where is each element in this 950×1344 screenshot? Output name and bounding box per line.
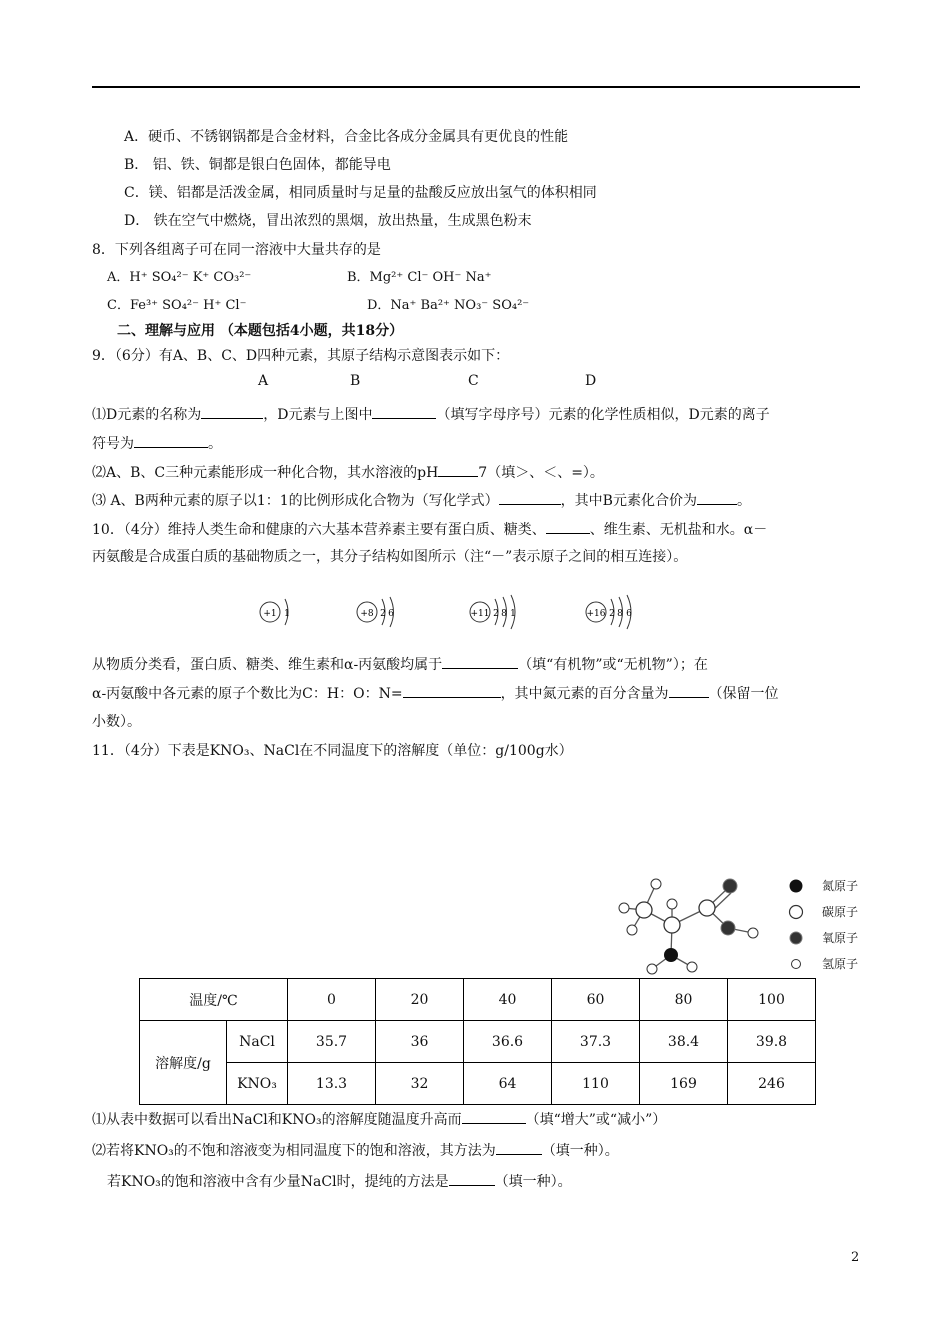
hydrogen-atom bbox=[627, 925, 637, 935]
value-cell: 32 bbox=[376, 1063, 464, 1105]
temp-cell: 0 bbox=[288, 979, 376, 1021]
solubility-header: 溶解度/g bbox=[140, 1021, 227, 1105]
q11-p1-text-b: （填“增大”或“减小”） bbox=[525, 1112, 667, 1128]
q11-blank-purification[interactable] bbox=[449, 1170, 495, 1186]
table-row bbox=[140, 1021, 816, 1063]
q10-l1-text-b: 、维生素、无机盐和水。α－ bbox=[589, 522, 768, 538]
q11-blank-method[interactable] bbox=[496, 1139, 542, 1155]
q10-blank-nutrient[interactable] bbox=[546, 518, 590, 534]
atom-diagrams bbox=[250, 590, 670, 640]
q9-blank-formula[interactable] bbox=[499, 489, 561, 505]
q9-p3-text-c: 。 bbox=[736, 493, 751, 509]
q9-label-a: A bbox=[258, 373, 269, 389]
table-row bbox=[140, 1063, 816, 1105]
alanine-molecule-diagram bbox=[610, 870, 780, 980]
q10-l3-text-b: （填“有机物”或“无机物”）；在 bbox=[518, 657, 708, 673]
q9-blank-similar-element[interactable] bbox=[372, 403, 436, 419]
q10-line1 bbox=[92, 518, 767, 540]
q9-blank-valence[interactable] bbox=[697, 489, 737, 505]
atom-diagram-d bbox=[586, 595, 632, 629]
q11-p2-text-a: ⑵若将KNO₃的不饱和溶液变为相同温度下的饱和溶液，其方法为 bbox=[92, 1143, 496, 1159]
q10-line5: 小数）。 bbox=[92, 714, 141, 730]
atom-diagram-a bbox=[260, 599, 290, 625]
value-cell: 110 bbox=[552, 1063, 640, 1105]
q9-part1-line1 bbox=[92, 403, 770, 425]
legend-nitrogen: 氮原子 bbox=[822, 879, 859, 893]
value-cell: 36.6 bbox=[464, 1021, 552, 1063]
atom-d-shell-3: 6 bbox=[626, 609, 632, 619]
q10-blank-classification[interactable] bbox=[442, 653, 518, 669]
q9-p1-text-a: ⑴D元素的名称为 bbox=[92, 407, 202, 423]
q10-blank-ratio[interactable] bbox=[403, 682, 501, 698]
atom-d-nucleus: +16 bbox=[586, 609, 606, 619]
atom-c-shell-2: 8 bbox=[501, 609, 507, 619]
nitrogen-legend-icon bbox=[790, 880, 803, 893]
q11-p1-text-a: ⑴从表中数据可以看出NaCl和KNO₃的溶解度随温度升高而 bbox=[92, 1112, 462, 1128]
hydrogen-legend-icon bbox=[792, 960, 801, 969]
q9-part3 bbox=[92, 489, 751, 511]
value-cell: 39.8 bbox=[728, 1021, 816, 1063]
hydrogen-atom bbox=[667, 899, 677, 909]
q9-part2 bbox=[92, 461, 604, 483]
atom-d-shell-2: 8 bbox=[617, 609, 623, 619]
temp-cell: 60 bbox=[552, 979, 640, 1021]
q10-line3 bbox=[92, 653, 708, 675]
q9-p1-text-e: 。 bbox=[208, 436, 222, 452]
q9-label-d: D bbox=[585, 373, 597, 389]
carbon-atom bbox=[636, 902, 652, 918]
q9-stem: 9．（6分）有A、B、C、D四种元素，其原子结构示意图表示如下： bbox=[92, 348, 510, 364]
q11-p3-text-a: 若KNO₃的饱和溶液中含有少量NaCl时，提纯的方法是 bbox=[107, 1174, 449, 1190]
q10-l4-text-a: α-丙氨酸中各元素的原子个数比为C：H：O：N= bbox=[92, 686, 403, 702]
nitrogen-atom bbox=[664, 948, 678, 962]
q9-p1-text-b: ，D元素与上图中 bbox=[263, 407, 373, 423]
q9-p3-text-b: ，其中B元素化合价为 bbox=[560, 493, 697, 509]
q11-part1 bbox=[92, 1108, 666, 1130]
temp-cell: 40 bbox=[464, 979, 552, 1021]
q8-stem: 8．下列各组离子可在同一溶液中大量共存的是 bbox=[92, 242, 381, 258]
atom-diagram-b bbox=[357, 597, 394, 627]
atom-c-shell-1: 2 bbox=[493, 609, 499, 619]
atom-a-shell-1: 1 bbox=[284, 609, 290, 619]
legend-carbon: 碳原子 bbox=[822, 905, 859, 919]
temp-cell: 80 bbox=[640, 979, 728, 1021]
hydrogen-atom bbox=[748, 928, 758, 938]
q9-label-c: C bbox=[468, 373, 479, 389]
q10-blank-percentage[interactable] bbox=[669, 682, 709, 698]
atom-c-shell-3: 1 bbox=[510, 609, 516, 619]
q10-l4-text-b: ，其中氮元素的百分含量为 bbox=[500, 686, 669, 702]
atom-a-nucleus: +1 bbox=[263, 609, 277, 619]
q8-option-d: D．Na⁺ Ba²⁺ NO₃⁻ SO₄²⁻ bbox=[367, 298, 530, 313]
legend-symbols bbox=[786, 876, 806, 976]
substance-name: NaCl bbox=[227, 1021, 288, 1063]
q9-p1-text-c: （填写字母序号）元素的化学性质相似，D元素的离子 bbox=[436, 407, 770, 423]
oxygen-legend-icon bbox=[790, 932, 802, 944]
page-number: 2 bbox=[851, 1250, 860, 1265]
q9-label-b: B bbox=[350, 373, 361, 389]
q7-option-b: B． 铝、铁、铜都是银白色固体，都能导电 bbox=[124, 157, 391, 173]
atom-c-nucleus: +11 bbox=[470, 609, 490, 619]
value-cell: 246 bbox=[728, 1063, 816, 1105]
oxygen-atom bbox=[721, 921, 735, 935]
atom-diagram-c bbox=[470, 595, 516, 629]
oxygen-atom bbox=[723, 879, 737, 893]
atom-b-shell-1: 2 bbox=[380, 609, 386, 619]
q7-option-c: C．镁、铝都是活泼金属，相同质量时与足量的盐酸反应放出氢气的体积相同 bbox=[124, 185, 597, 201]
q11-p3-text-b: （填一种）。 bbox=[494, 1174, 572, 1190]
carbon-legend-icon bbox=[790, 906, 803, 919]
value-cell: 169 bbox=[640, 1063, 728, 1105]
section-title bbox=[117, 321, 403, 341]
q11-p2-text-b: （填一种）。 bbox=[541, 1143, 619, 1159]
value-cell: 13.3 bbox=[288, 1063, 376, 1105]
q9-blank-ph[interactable] bbox=[438, 461, 478, 477]
solubility-table bbox=[139, 978, 816, 1105]
value-cell: 64 bbox=[464, 1063, 552, 1105]
q9-p2-text-a: ⑵A、B、C三种元素能形成一种化合物，其水溶液的pH bbox=[92, 465, 439, 481]
q10-l4-text-c: （保留一位 bbox=[708, 686, 779, 702]
value-cell: 38.4 bbox=[640, 1021, 728, 1063]
atom-b-nucleus: +8 bbox=[360, 609, 374, 619]
temp-cell: 100 bbox=[728, 979, 816, 1021]
hydrogen-atom bbox=[647, 964, 657, 974]
table-row bbox=[140, 979, 816, 1021]
value-cell: 35.7 bbox=[288, 1021, 376, 1063]
value-cell: 36 bbox=[376, 1021, 464, 1063]
q11-part2 bbox=[92, 1139, 619, 1161]
q7-option-d: D． 铁在空气中燃烧，冒出浓烈的黑烟，放出热量，生成黑色粉末 bbox=[124, 213, 532, 229]
q11-stem: 11．（4分）下表是KNO₃、NaCl在不同温度下的溶解度（单位：g/100g水） bbox=[92, 743, 573, 759]
atom-d-shell-1: 2 bbox=[609, 609, 615, 619]
value-cell: 37.3 bbox=[552, 1021, 640, 1063]
carbon-atom bbox=[664, 917, 680, 933]
q9-blank-element-name[interactable] bbox=[201, 403, 263, 419]
q10-l1-text-a: 10．（4分）维持人类生命和健康的六大基本营养素主要有蛋白质、糖类、 bbox=[92, 522, 546, 538]
temp-cell: 20 bbox=[376, 979, 464, 1021]
hydrogen-atom bbox=[687, 962, 697, 972]
q8-option-c: C．Fe³⁺ SO₄²⁻ H⁺ Cl⁻ bbox=[107, 298, 247, 313]
carbon-atom bbox=[699, 900, 715, 916]
section-title-note: （本题包括4小题，共18分） bbox=[219, 323, 404, 339]
q9-p2-text-b: 7（填＞、＜、=）。 bbox=[478, 465, 604, 481]
temp-header: 温度/℃ bbox=[140, 979, 288, 1021]
q8-option-b: B．Mg²⁺ Cl⁻ OH⁻ Na⁺ bbox=[347, 270, 492, 285]
legend-oxygen: 氧原子 bbox=[822, 931, 859, 945]
q7-option-a: A．硬币、不锈钢锅都是合金材料，合金比各成分金属具有更优良的性能 bbox=[124, 129, 569, 145]
hydrogen-atom bbox=[619, 903, 629, 913]
hydrogen-atom bbox=[651, 879, 661, 889]
q11-blank-trend[interactable] bbox=[462, 1108, 526, 1124]
q9-p1-text-d: 符号为 bbox=[92, 436, 134, 452]
q8-option-a: A．H⁺ SO₄²⁻ K⁺ CO₃²⁻ bbox=[107, 270, 252, 285]
q10-line2: 丙氨酸是合成蛋白质的基础物质之一，其分子结构如图所示（注“－”表示原子之间的相互连接）。 bbox=[92, 549, 688, 565]
legend-hydrogen: 氢原子 bbox=[822, 957, 859, 971]
q9-p3-text-a: ⑶ A、B两种元素的原子以1：1的比例形成化合物为（写化学式） bbox=[92, 493, 499, 509]
section-title-text: 二、理解与应用 bbox=[117, 323, 215, 339]
substance-name: KNO₃ bbox=[227, 1063, 288, 1105]
atom-b-shell-2: 6 bbox=[388, 609, 394, 619]
q11-part3 bbox=[107, 1170, 572, 1192]
q9-part1-line2 bbox=[92, 432, 222, 454]
q10-l3-text-a: 从物质分类看，蛋白质、糖类、维生素和α-丙氨酸均属于 bbox=[92, 657, 443, 673]
q9-blank-ion-symbol[interactable] bbox=[134, 432, 208, 448]
header-rule bbox=[92, 86, 860, 88]
q10-line4 bbox=[92, 682, 779, 704]
